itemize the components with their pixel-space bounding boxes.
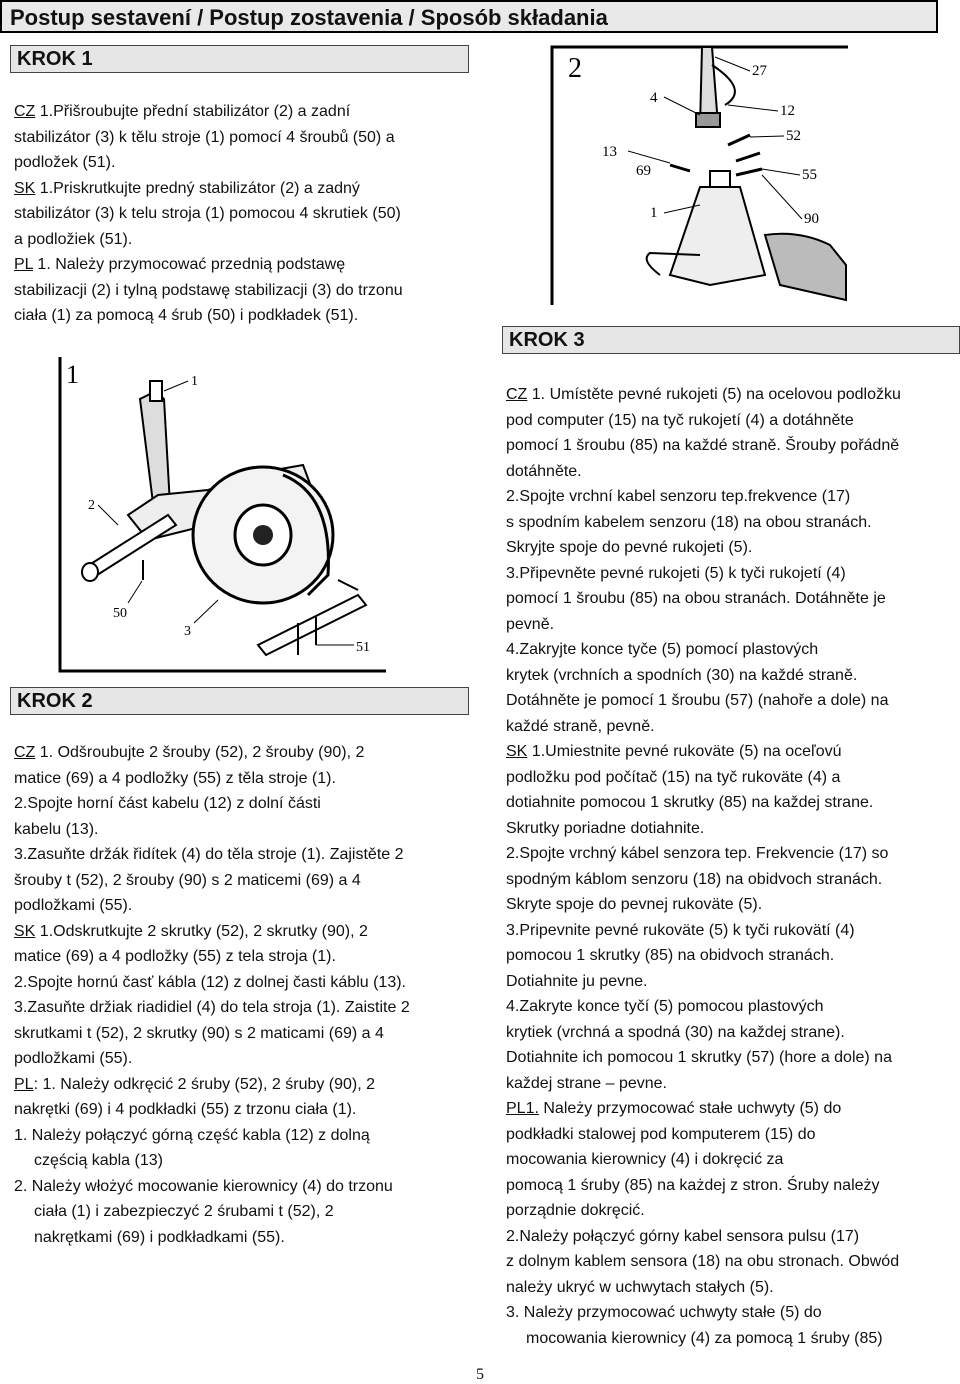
label-50: 50 xyxy=(113,606,127,621)
sk-tag: SK xyxy=(14,922,36,940)
step3-pl-line: mocowania kierownicy (4) za pomocą 1 śruby (85) xyxy=(526,1329,883,1347)
label-2: 2 xyxy=(88,498,95,513)
step3-sk-line: 4.Zakryte konce tyčí (5) pomocou plastových xyxy=(506,998,824,1015)
step3-cz-line: 2.Spojte vrchní kabel senzoru tep.frekvence (17) xyxy=(506,488,851,505)
pl-tag: PL xyxy=(14,256,33,273)
label-1: 1 xyxy=(191,374,198,389)
step3-heading-text: KROK 3 xyxy=(509,329,585,351)
step3-sk-line: spodným káblom senzoru (18) na obidvoch stranách. xyxy=(506,870,883,888)
step3-cz-line: 3.Připevněte pevné rukojeti (5) k tyči rukojetí (4) xyxy=(506,564,846,582)
step3-sk-line: Skrutky poriadne dotiahnite. xyxy=(506,819,705,837)
step1-pl-line: ciała (1) za pomocą 4 śrub (50) i podkładek (51). xyxy=(14,307,359,324)
step1-heading-text: KROK 1 xyxy=(17,48,93,70)
step3-sk-line: Skryte spoje do pevnej rukoväte (5). xyxy=(506,896,763,913)
sk-tag: SK xyxy=(14,179,36,197)
step2-pl-line: nakrętkami (69) i podkładkami (55). xyxy=(34,1228,285,1246)
step3-pl-line: pomocą 1 śruby (85) na każdej z stron. Śruby należy xyxy=(506,1176,880,1194)
pl-tag: PL xyxy=(14,1075,34,1093)
step3-pl-line: mocowania kierownicy (4) i dokręcić za xyxy=(506,1151,784,1168)
step3-pl-line: z dolnym kablem sensora (18) na obu stronach. Obwód xyxy=(506,1253,900,1270)
step3-sk-line: pomocou 1 skrutky (85) na obidvoch stranách. xyxy=(506,947,835,964)
label-51: 51 xyxy=(356,640,370,655)
step2-cz-line: 3.Zasuňte držák řidítek (4) do těla stroje (1). Zajistěte 2 xyxy=(14,846,404,863)
step2-text xyxy=(14,740,410,1250)
step3-cz-line: CZ 1. Umístěte pevné rukojeti (5) na ocelovou podložku xyxy=(506,386,901,403)
step2-cz-line: šrouby t (52), 2 šrouby (90) s 2 maticemi (69) a 4 xyxy=(14,871,361,889)
step3-pl-line: PL1. Należy przymocować stałe uchwyty (5) do xyxy=(506,1100,842,1117)
step3-sk-line: 3.Pripevnite pevné rukoväte (5) k tyči rukovätí (4) xyxy=(506,921,855,939)
step2-cz-line: matice (69) a 4 podložky (55) z těla stroje (1). xyxy=(14,769,336,787)
step3-pl-line: podkładki stalowej pod komputerem (15) do xyxy=(506,1125,816,1143)
step1-pl-line: stabilizacji (2) i tylną podstawę stabilizacji (3) do trzonu xyxy=(14,281,403,299)
step3-sk-line: každej strane – pevne. xyxy=(506,1074,667,1092)
step2-sk-line: podložkami (55). xyxy=(14,1050,133,1067)
step2-sk-line: SK 1.Odskrutkujte 2 skrutky (52), 2 skrutky (90), 2 xyxy=(14,922,368,940)
step3-cz-line: Dotáhněte je pomocí 1 šroubu (57) (nahoře a dole) na xyxy=(506,692,889,709)
sk-tag: SK xyxy=(506,743,528,760)
step3-text xyxy=(506,382,901,1351)
step3-cz-line: každé straně, pevně. xyxy=(506,717,655,735)
label-27: 27 xyxy=(752,63,767,79)
cz-tag: CZ xyxy=(506,386,528,403)
step1-cz-line: stabilizátor (3) k tělu stroje (1) pomocí 4 šroubů (50) a xyxy=(14,128,395,146)
step1-cz-line: podložek (51). xyxy=(14,154,116,171)
step3-pl-line: porządnie dokręcić. xyxy=(506,1202,645,1219)
step3-cz-line: pomocí 1 šroubu (85) na každé straně. Šrouby pořádně xyxy=(506,437,900,454)
step2-cz-line: CZ 1. Odšroubujte 2 šrouby (52), 2 šrouby (90), 2 xyxy=(14,744,365,761)
label-3: 3 xyxy=(184,624,191,639)
page-number: 5 xyxy=(476,1366,484,1383)
step2-cz-line: podložkami (55). xyxy=(14,897,133,914)
step2-pl-line: ciała (1) i zabezpieczyć 2 śrubami t (52), 2 xyxy=(34,1203,334,1220)
step1-text xyxy=(14,99,403,329)
step3-sk-line: dotiahnite pomocou 1 skrutky (85) na každej strane. xyxy=(506,794,874,811)
step2-pl-line: PL: 1. Należy odkręcić 2 śruby (52), 2 śruby (90), 2 xyxy=(14,1075,376,1093)
step2-sk-line: skrutkami t (52), 2 skrutky (90) s 2 maticami (69) a 4 xyxy=(14,1024,384,1042)
step1-sk-line: a podložiek (51). xyxy=(14,230,133,248)
step2-sk-line: 3.Zasuňte držiak riadidiel (4) do tela stroja (1). Zaistite 2 xyxy=(14,999,410,1016)
step3-cz-line: krytek (vrchních a spodních (30) na každé straně. xyxy=(506,666,858,684)
step3-pl-line: 2.Należy połączyć górny kabel sensora pulsu (17) xyxy=(506,1227,860,1245)
step3-heading xyxy=(502,326,960,354)
step2-sk-line: matice (69) a 4 podložky (55) z tela stroja (1). xyxy=(14,948,336,965)
step2-pl-line: nakrętki (69) i 4 podkładki (55) z trzonu ciała (1). xyxy=(14,1101,357,1118)
step3-cz-line: pomocí 1 šroubu (85) na obou stranách. Dotáhněte je xyxy=(506,590,886,607)
step3-sk-line: Dotiahnite ju pevne. xyxy=(506,972,648,990)
page-title: Postup sestavení / Postup zostavenia / Sposób składania xyxy=(10,5,608,30)
step3-pl-line: należy ukryć w uchwytach stałych (5). xyxy=(506,1278,774,1296)
step1-cz-line: CZ 1.Přišroubujte přední stabilizátor (2) a zadní xyxy=(14,103,351,120)
step3-cz-line: pevně. xyxy=(506,615,555,633)
cz-tag: CZ xyxy=(14,103,36,120)
figure-2-handlebar-post xyxy=(550,45,850,307)
step3-cz-line: s spodním kabelem senzoru (18) na obou stranách. xyxy=(506,513,872,531)
label-4: 4 xyxy=(650,90,658,106)
step3-pl-line: 3. Należy przymocować uchwyty stałe (5) do xyxy=(506,1304,822,1321)
step3-cz-line: dotáhněte. xyxy=(506,462,582,480)
label-52: 52 xyxy=(786,128,801,144)
step2-heading-text: KROK 2 xyxy=(17,690,93,712)
pl-tag: PL1. xyxy=(506,1100,539,1117)
step3-cz-line: Skryjte spoje do pevné rukojeti (5). xyxy=(506,539,753,556)
label-13: 13 xyxy=(602,144,617,160)
label-69: 69 xyxy=(636,163,651,179)
step3-sk-line: podložku pod počítač (15) na tyč rukoväte (4) a xyxy=(506,768,841,786)
label-90: 90 xyxy=(804,211,819,227)
step2-pl-line: 1. Należy połączyć górną część kabla (12) z dolną xyxy=(14,1126,370,1144)
figure-2-number: 2 xyxy=(568,53,582,84)
label-55: 55 xyxy=(802,167,817,183)
step2-sk-line: 2.Spojte hornú časť kábla (12) z dolnej časti káblu (13). xyxy=(14,973,406,991)
step3-cz-line: pod computer (15) na tyč rukojetí (4) a dotáhněte xyxy=(506,411,854,429)
step3-sk-line: 2.Spojte vrchný kábel senzora tep. Frekvencie (17) so xyxy=(506,845,889,862)
step1-sk-line: SK 1.Priskrutkujte predný stabilizátor (2) a zadný xyxy=(14,179,360,197)
step1-pl-line: PL 1. Należy przymocować przednią podstawę xyxy=(14,256,346,273)
step3-sk-line: krytiek (vrchná a spodná (30) na každej strane). xyxy=(506,1023,845,1041)
step3-sk-line: Dotiahnite ich pomocou 1 skrutky (57) (hore a dole) na xyxy=(506,1049,892,1066)
step3-sk-line: SK 1.Umiestnite pevné rukoväte (5) na oceľovú xyxy=(506,743,842,760)
cz-tag: CZ xyxy=(14,744,36,761)
step2-cz-line: kabelu (13). xyxy=(14,820,99,838)
step1-heading xyxy=(10,45,469,73)
step1-sk-line: stabilizátor (3) k telu stroja (1) pomocou 4 skrutiek (50) xyxy=(14,205,401,222)
figure-1-bike-frame xyxy=(58,355,388,673)
step3-cz-line: 4.Zakryjte konce tyče (5) pomocí plastových xyxy=(506,641,819,658)
label-12: 12 xyxy=(780,103,795,119)
label-1: 1 xyxy=(650,205,658,221)
step2-cz-line: 2.Spojte horní část kabelu (12) z dolní části xyxy=(14,795,321,812)
step2-pl-line: 2. Należy włożyć mocowanie kierownicy (4) do trzonu xyxy=(14,1177,393,1195)
step2-pl-line: częścią kabla (13) xyxy=(34,1152,163,1169)
figure-1-number: 1 xyxy=(66,360,79,389)
step2-heading xyxy=(10,687,469,715)
page-title-bar xyxy=(0,0,938,33)
